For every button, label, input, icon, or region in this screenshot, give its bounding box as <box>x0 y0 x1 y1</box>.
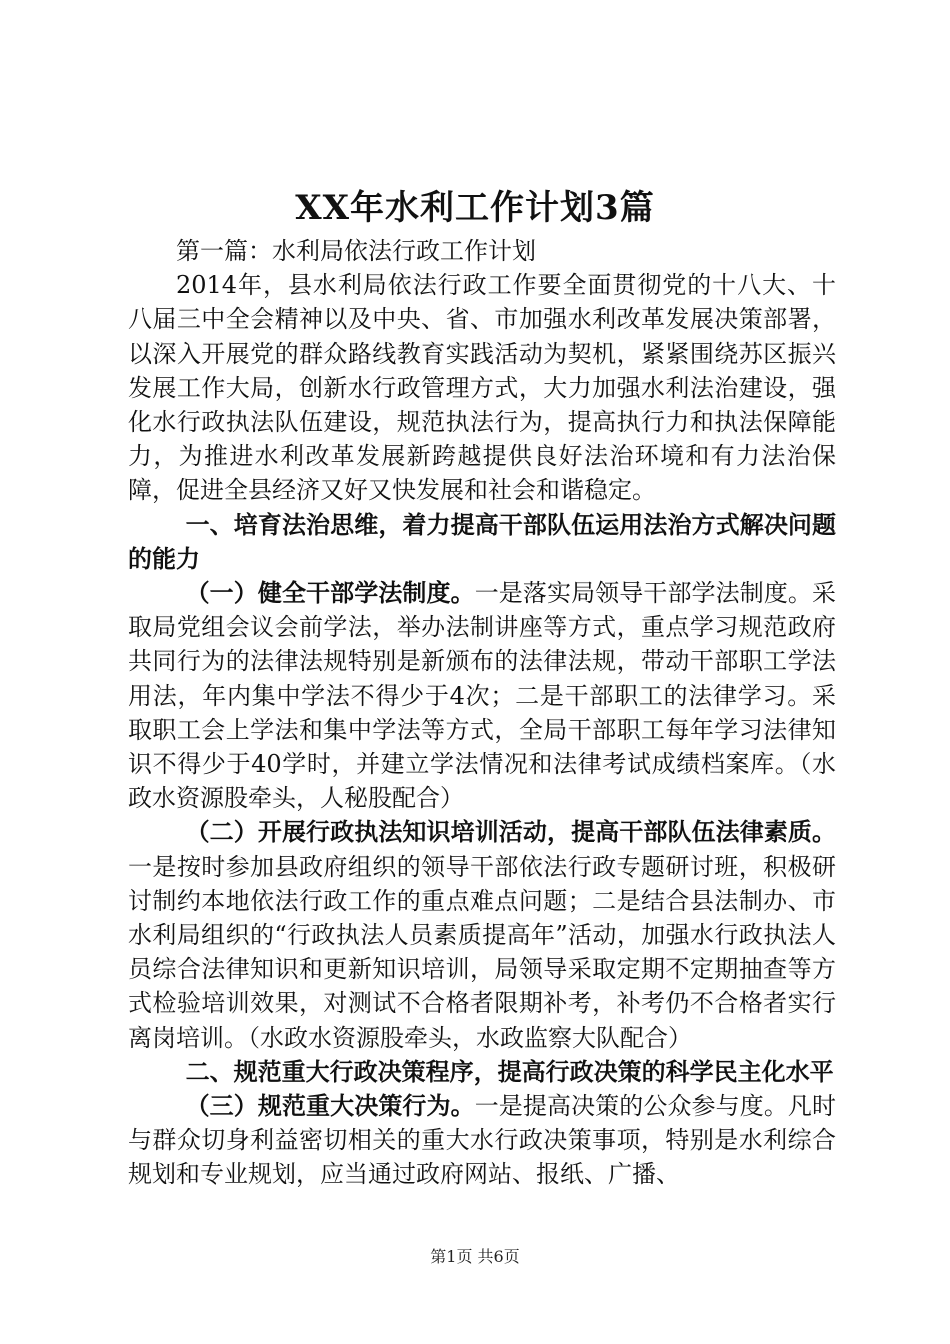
document-body <box>128 234 836 1192</box>
page-number: 第1页 共6页 <box>430 1247 520 1266</box>
item1-heading: （一）健全干部学法制度。 <box>185 579 475 608</box>
section2-heading: 二、规范重大行政决策程序，提高行政决策的科学民主化水平 <box>185 1057 834 1086</box>
item1-text: 一是落实局领导干部学法制度。采取局党组会议会前学法，举办法制讲座等方式，重点学习规范政府共同行为的法律法规特别是新颁布的法律法规，带动干部职工学法用法，年内集中学法不得少于4次；二是干部职工的法律学习。采取职工会上学法和集中学法等方式，全局干部职工每年学习法律知识不得少于40学时，并建立学法情况和法律考试成绩档案库。（水政水资源股牵头，人秘股配合） <box>128 579 837 813</box>
item2-text: 一是按时参加县政府组织的领导干部依法行政专题研讨班，积极研讨制约本地依法行政工作的重点难点问题；二是结合县法制办、市水利局组织的“行政执法人员素质提高年”活动，加强水行政执法人员综合法律知识和更新知识培训，局领导采取定期不定期抽查等方式检验培训效果，对测试不合格者限期补考，补考仍不合格者实行离岗培训。（水政水资源股牵头，水政监察大队配合） <box>128 852 836 1052</box>
document-title: XX年水利工作计划3篇 <box>295 188 655 228</box>
item2-paragraph <box>128 815 836 1054</box>
section1-heading: 一、培育法治思维，着力提高干部队伍运用法治方式解决问题的能力 <box>128 510 836 573</box>
part-heading: 第一篇：水利局依法行政工作计划 <box>176 237 536 265</box>
item3-text: 一是提高决策的公众参与度。凡时与群众切身利益密切相关的重大水行政决策事项，特别是水利综合规划和专业规划，应当通过政府网站、报纸、广播、 <box>128 1092 837 1189</box>
item3-heading: （三）规范重大决策行为。 <box>185 1092 475 1121</box>
intro-paragraph: 2014年，县水利局依法行政工作要全面贯彻党的十八大、十八届三中全会精神以及中央、省、市加强水利改革发展决策部署，以深入开展党的群众路线教育实践活动为契机，紧紧围绕苏区振兴发展工作大局，创新水行政管理方式，大力加强水利法治建设，强化水行政执法队伍建设，规范执法行为，提高执行力和执法保障能力，为推进水利改革发展新跨越提供良好法治环境和有力法治保障，促进全县经济又好又快发展和社会和谐稳定。 <box>128 271 836 505</box>
item1-paragraph <box>128 576 836 815</box>
item2-heading: （二）开展行政执法知识培训活动，提高干部队伍法律素质。 <box>185 818 836 847</box>
item3-paragraph <box>128 1089 836 1192</box>
